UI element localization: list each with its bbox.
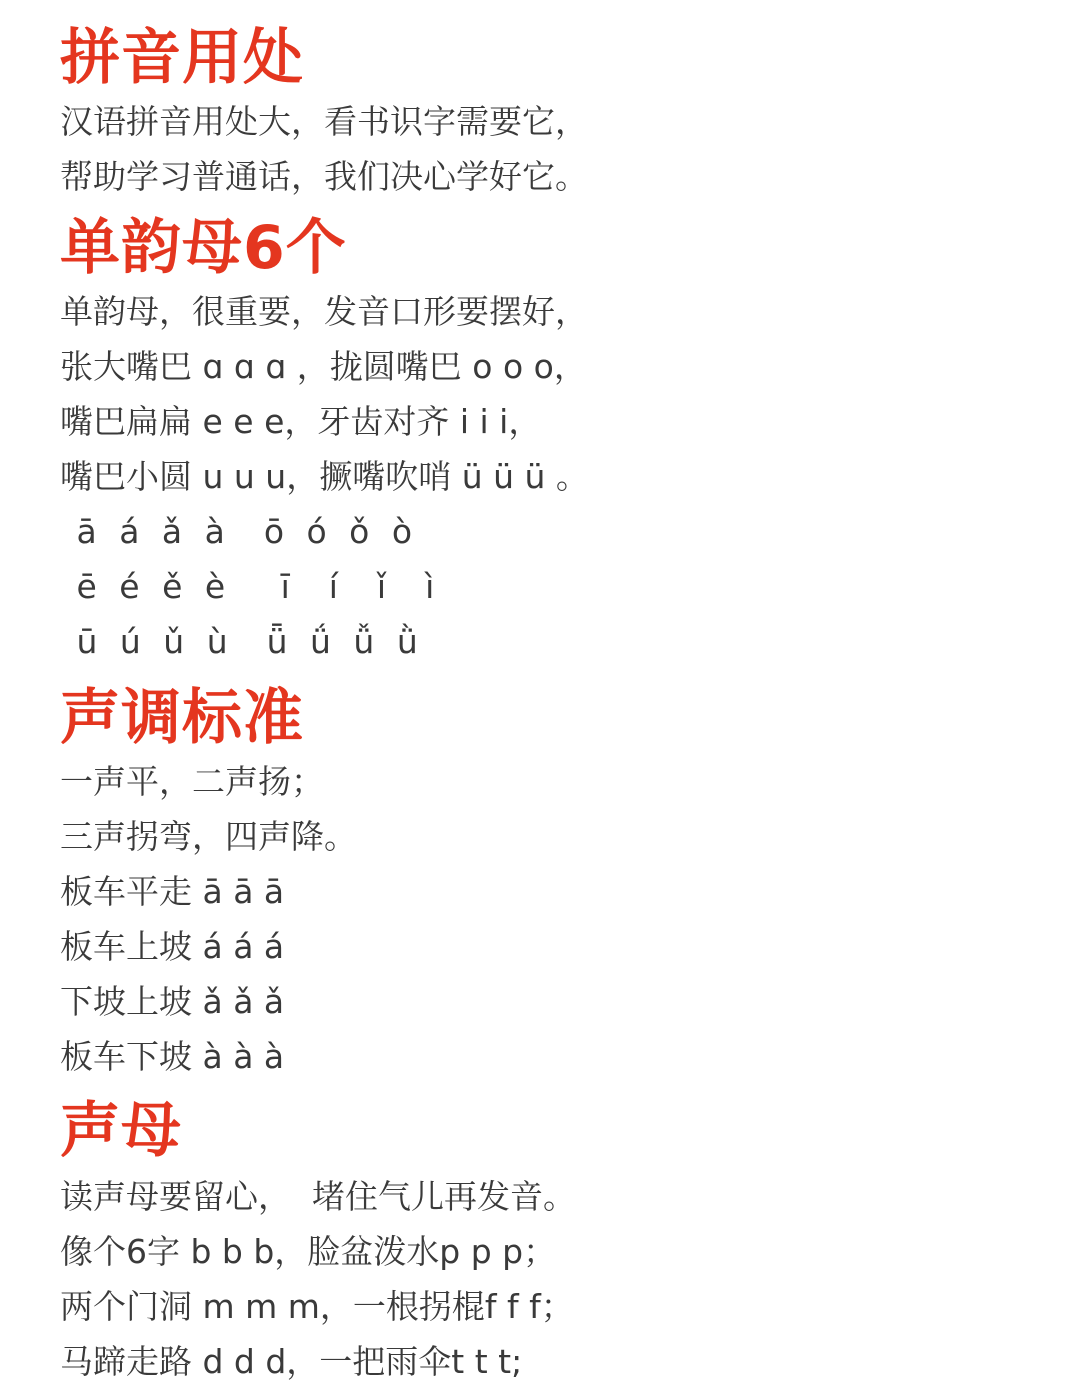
section-line: 汉语拼音用处大，看书识字需要它， <box>60 102 588 141</box>
section-line: 下坡上坡 ǎ ǎ ǎ <box>60 982 285 1021</box>
section-line: 张大嘴巴 ɑ ɑ ɑ ，拢圆嘴巴 o o o， <box>60 347 587 386</box>
section-line: 板车下坡 à à à <box>60 1037 285 1076</box>
section-line: 嘴巴小圆 u u u，撅嘴吹哨 ü ü ü 。 <box>60 457 589 496</box>
section-line: 单韵母，很重要，发音口形要摆好， <box>60 292 588 331</box>
section-line: 嘴巴扁扁 e e e，牙齿对齐 i i i， <box>60 402 542 441</box>
section-line: 读声母要留心， 堵住气儿再发音。 <box>60 1177 576 1216</box>
section-line: 马蹄走路 d d d，一把雨伞t t t; <box>60 1342 523 1381</box>
section-heading-tones: 声调标准 <box>60 683 304 753</box>
section-line: 像个6字 b b b，脸盆泼水p p p； <box>60 1232 557 1271</box>
tone-row-a-o: ā á ǎ à ō ó ǒ ò <box>60 512 419 551</box>
section-heading-initials: 声母 <box>60 1096 182 1166</box>
tone-row-u-v: ū ú ǔ ù ǖ ǘ ǚ ǜ <box>60 622 424 661</box>
section-line: 帮助学习普通话，我们决心学好它。 <box>60 157 588 196</box>
section-line: 板车平走 ā ā ā <box>60 872 285 911</box>
section-line: 两个门洞 m m m，一根拐棍f f f； <box>60 1287 574 1326</box>
section-line: 板车上坡 á á á <box>60 927 285 966</box>
section-line: 一声平，二声扬； <box>60 762 324 801</box>
section-heading-single-finals: 单韵母6个 <box>60 213 347 283</box>
tone-row-e-i: ē é ě è ī í ǐ ì <box>60 567 441 606</box>
section-heading-pinyin-use: 拼音用处 <box>60 23 304 93</box>
section-line: 三声拐弯，四声降。 <box>60 817 357 856</box>
